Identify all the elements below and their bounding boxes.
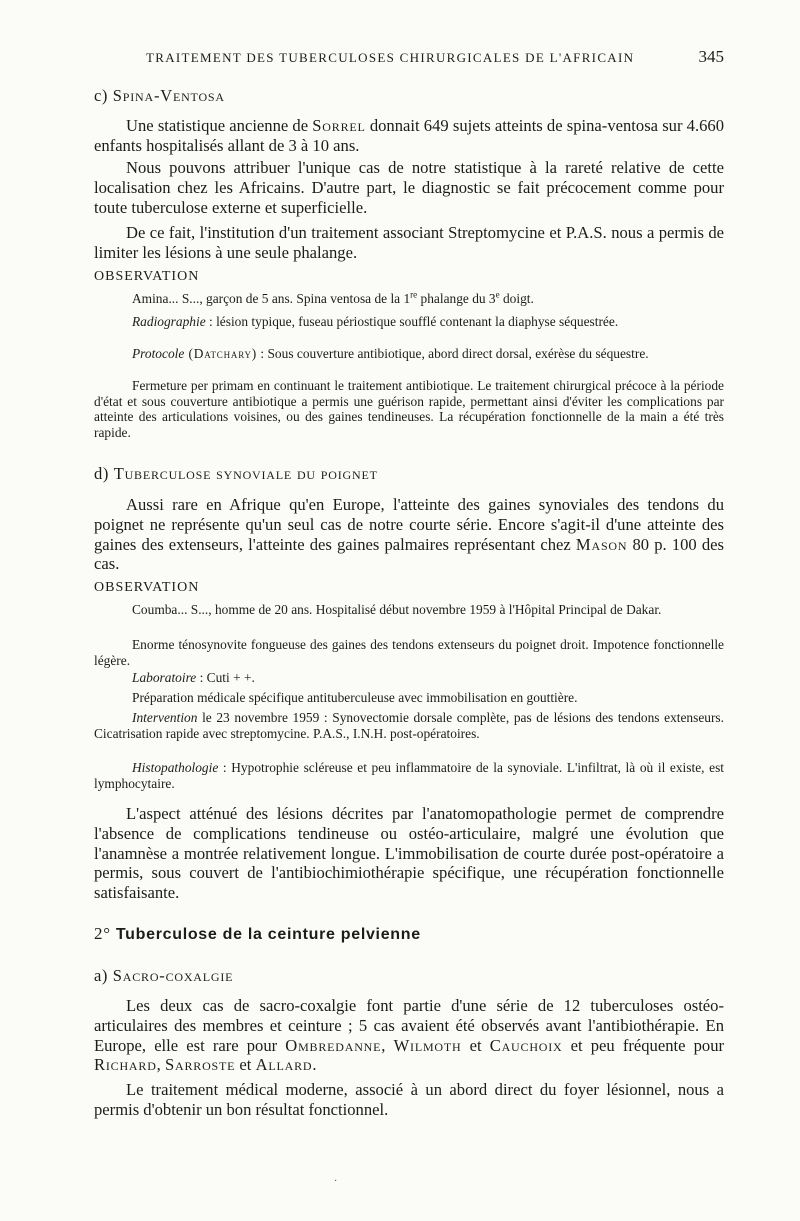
superscript: e <box>495 289 500 300</box>
section-a-label: a) <box>94 966 109 985</box>
author-allard: Allard <box>255 1055 313 1075</box>
text: Aussi rare en Afrique qu'en Europe, l'atteinte des gaines synoviales des tendons du poignet ne représente qu'un seul cas de notre courte série. Encore s'agit-il d'une atteinte des gaines des extenseurs, l'atteinte des gaines palmaires représentant chez <box>94 495 724 554</box>
section-c-label: c) <box>94 86 109 105</box>
section-a-paragraph-2: Le traitement médical moderne, associé à un abord direct du foyer lésionnel, nous a permis d'obtenir un bon résultat fonctionnel. <box>94 1080 724 1119</box>
section-a-title: Sacro-coxalgie <box>112 966 234 985</box>
section-d-heading <box>94 464 724 484</box>
text: Les deux cas de sacro-coxalgie font partie d'une série de 12 tuberculoses ostéo-articulaires des membres et ceinture ; 5 cas avaient été observés avant l'antibiothérapie. En Europe, elle est rare pour <box>94 996 724 1055</box>
text: 80 p. 100 des cas. <box>94 534 724 574</box>
section-d-paragraph-2: L'aspect atténué des lésions décrites par l'anatomopathologie permet de comprendre l'absence de complications tendineuse ou ostéo-articulaire, malgré une évolution que l'anamnèse a montrée relativement longue. L'immobilisation de courte durée post-opératoire a permis, sous couvert de l'antibiochimiothérapie spécifique, une récupération fonctionnelle satisfaisante. <box>94 804 724 903</box>
observation-label: Intervention <box>132 710 198 725</box>
section-d-title: Tuberculose synoviale du poignet <box>113 464 378 483</box>
text: phalange du 3 <box>417 291 496 306</box>
text: : Hypotrophie scléreuse et peu inflammatoire de la synoviale. L'infiltrat, là où il existe, est lymphocytaire. <box>94 760 724 791</box>
section-c-paragraph-3: De ce fait, l'institution d'un traitement associant Streptomycine et P.A.S. nous a permis de limiter les lésions à une seule phalange. <box>94 223 724 262</box>
section-c-heading <box>94 86 724 106</box>
superscript: re <box>410 289 418 300</box>
footer-mark: · <box>334 1176 338 1187</box>
author-sarroste: Sarroste <box>164 1055 236 1075</box>
observation-label: Laboratoire <box>132 670 197 685</box>
author-mason: Mason <box>575 534 628 554</box>
section-a-paragraph-1 <box>94 996 724 1075</box>
text: . <box>312 1055 317 1075</box>
section-d-observation-3 <box>94 670 724 686</box>
text: : Sous couverture antibiotique, abord direct dorsal, exérèse du séquestre. <box>257 346 649 361</box>
author-sorrel: Sorrel <box>312 116 366 135</box>
section-c-observation-4: Fermeture per primam en continuant le traitement antibiotique. Le traitement chirurgical précoce à la période d'état et sous couverture antibiotique a permis une guérison rapide, permettant ainsi d'éviter les complications par atteinte des articulations voisines, ou des gaines tendineuses. La récupération fonctionnelle de la main a été très rapide. <box>94 378 724 440</box>
text: et <box>461 1035 490 1055</box>
section-d-observation-1: Coumba... S..., homme de 20 ans. Hospitalisé début novembre 1959 à l'Hôpital Principal de Dakar. <box>132 602 662 617</box>
section-d-observation-2: Enorme ténosynovite fongueuse des gaines des tendons extenseurs du poignet droit. Impotence fonctionnelle légère. <box>94 637 724 668</box>
author-wilmoth: Wilmoth <box>393 1035 462 1055</box>
observation-label: Histopathologie <box>132 760 219 775</box>
section-d-observation-6 <box>94 760 724 791</box>
chapter-2-number: 2° <box>94 924 111 943</box>
text: le 23 novembre 1959 : Synovectomie dorsale complète, pas de lésions des tendons extenseurs. Cicatrisation rapide avec streptomycine. P.A.S., I.N.H. post-opératoires. <box>94 710 724 741</box>
chapter-2-title: Tuberculose de la ceinture pelvienne <box>115 926 421 943</box>
text: , <box>156 1055 165 1075</box>
author-datchary: (Datchary) <box>184 346 258 361</box>
text: et peu fréquente pour <box>562 1035 725 1055</box>
page-number: 345 <box>698 47 724 66</box>
section-c-observation-title: OBSERVATION <box>94 269 200 284</box>
section-d-paragraph-1 <box>94 495 724 574</box>
running-title: TRAITEMENT DES TUBERCULOSES CHIRURGICALES DE L'AFRICAIN <box>146 50 635 65</box>
author-cauchoix: Cauchoix <box>489 1035 563 1055</box>
text: doigt. <box>499 291 534 306</box>
text: Une statistique ancienne de <box>126 116 313 135</box>
section-a-heading <box>94 966 724 986</box>
chapter-2-heading <box>94 924 724 944</box>
text: , <box>381 1035 394 1055</box>
text: : lésion typique, fuseau périostique soufflé contenant la diaphyse séquestrée. <box>205 314 619 329</box>
section-d-label: d) <box>94 464 109 483</box>
observation-label: Protocole <box>132 346 185 361</box>
section-d-observation-5 <box>94 710 724 741</box>
author-ombredanne: Ombredanne <box>285 1035 382 1055</box>
text: Amina... S..., garçon de 5 ans. Spina ventosa de la 1 <box>132 291 411 306</box>
section-d-observation-4: Préparation médicale spécifique antituberculeuse avec immobilisation en gouttière. <box>132 690 578 705</box>
text: : Cuti + +. <box>196 670 255 685</box>
section-c-paragraph-2: Nous pouvons attribuer l'unique cas de notre statistique à la rareté relative de cette localisation chez les Africains. D'autre part, le diagnostic se fait précocement comme pour toute tuberculose externe et superficielle. <box>94 158 724 217</box>
section-c-title: Spina-Ventosa <box>112 86 225 105</box>
observation-label: Radiographie <box>132 314 206 329</box>
running-header <box>146 47 724 66</box>
section-c-observation-3 <box>94 346 724 362</box>
section-c-observation-1 <box>94 291 724 307</box>
text: donnait 649 sujets atteints de spina-ventosa sur 4.660 enfants hospitalisés allant de 3 à 10 ans. <box>94 116 724 155</box>
text: et <box>235 1055 256 1075</box>
section-d-observation-title: OBSERVATION <box>94 580 200 595</box>
author-richard: Richard <box>94 1055 157 1075</box>
section-c-paragraph-1 <box>94 116 724 156</box>
section-c-observation-2 <box>94 314 724 330</box>
